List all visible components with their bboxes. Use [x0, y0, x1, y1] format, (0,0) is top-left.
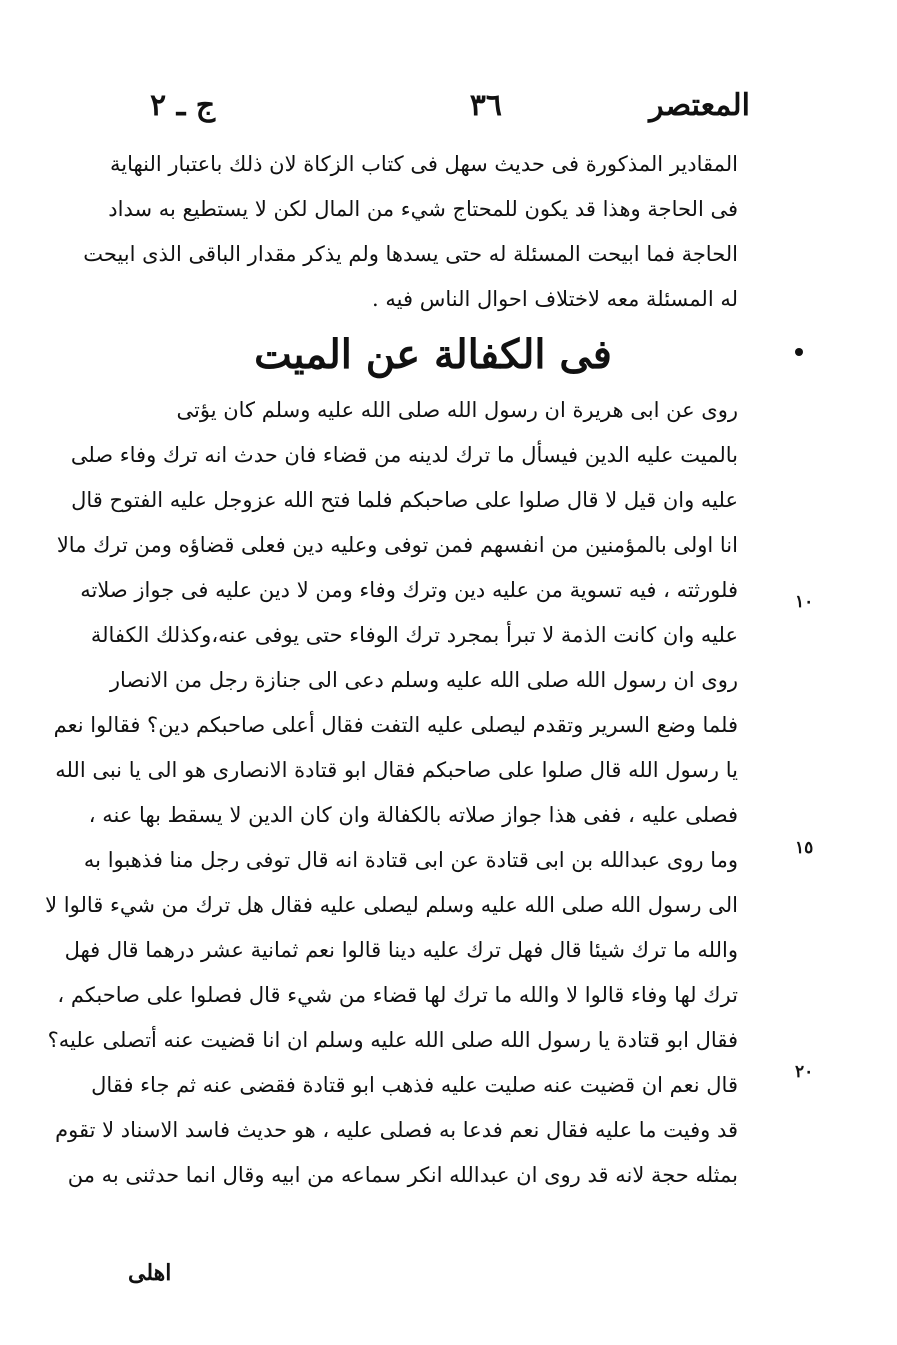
text-line: بمثله حجة لانه قد روى ان عبدالله انكر سماعه من ابيه وقال انما حدثنى به من — [67, 1163, 738, 1187]
text-line: عليه وان كانت الذمة لا تبرأ بمجرد ترك الوفاء حتى يوفى عنه،وكذلك الكفالة — [90, 623, 738, 647]
text-line: فلورثته ، فيه تسوية من عليه دين وترك وفاء ومن لا دين عليه فى جواز صلاته — [80, 578, 738, 602]
paragraph-intro — [83, 142, 738, 322]
text-line: والله ما ترك شيئا قال فهل ترك عليه دينا قالوا نعم ثمانية عشر درهما قال فهل — [64, 938, 738, 962]
margin-line-number: ١٥ — [795, 838, 814, 858]
section-title: فى الكفالة عن الميت — [254, 331, 612, 378]
section-bullet — [795, 348, 803, 356]
text-line: الحاجة فما ابيحت المسئلة له حتى يسدها ولم يذكر مقدار الباقى الذى ابيحت — [83, 242, 738, 266]
text-line: فى الحاجة وهذا قد يكون للمحتاج شيء من المال لكن لا يستطيع به سداد — [108, 197, 738, 221]
text-line: قد وفيت ما عليه فقال نعم فدعا به فصلى عليه ، هو حديث فاسد الاسناد لا تقوم — [55, 1118, 738, 1142]
page-header — [150, 88, 750, 138]
page-number: ٣٦ — [469, 88, 502, 123]
text-line: وما روى عبدالله بن ابى قتادة عن ابى قتادة انه قال توفى رجل منا فذهبوا به — [83, 848, 738, 872]
text-line: يا رسول الله قال صلوا على صاحبكم فقال ابو قتادة الانصارى هو الى يا نبى الله — [55, 758, 738, 782]
text-line: ترك لها وفاء قالوا لا والله ما ترك لها قضاء من شيء قال فصلوا على صاحبكم ، — [57, 983, 738, 1007]
text-line: روى عن ابى هريرة ان رسول الله صلى الله عليه وسلم كان يؤتى — [176, 398, 738, 422]
margin-line-number: ٢٠ — [795, 1062, 814, 1082]
text-line: له المسئلة معه لاختلاف احوال الناس فيه . — [372, 287, 738, 311]
volume-label: ج ـ ٢ — [150, 88, 216, 123]
text-line: بالميت عليه الدين فيسأل ما ترك لدينه من قضاء فان حدث انه ترك وفاء صلى — [70, 443, 738, 467]
book-title: المعتصر — [649, 88, 750, 123]
text-line: روى ان رسول الله صلى الله عليه وسلم دعى الى جنازة رجل من الانصار — [109, 668, 738, 692]
text-line: فلما وضع السرير وتقدم ليصلى عليه التفت فقال أعلى صاحبكم دين؟ فقالوا نعم — [53, 713, 738, 737]
text-line: انا اولى بالمؤمنين من انفسهم فمن توفى وعليه دين فعلى قضاؤه ومن ترك مالا — [56, 533, 738, 557]
catchword: اهلى — [128, 1260, 172, 1286]
text-line: الى رسول الله صلى الله عليه وسلم ليصلى عليه فقال هل ترك من شيء قالوا لا — [45, 893, 738, 917]
text-line: فصلى عليه ، ففى هذا جواز صلاته بالكفالة وان كان الدين لا يسقط بها عنه ، — [88, 803, 738, 827]
text-line: عليه وان قيل لا قال صلوا على صاحبكم فلما فتح الله عزوجل عليه الفتوح قال — [71, 488, 738, 512]
paragraph-main — [45, 388, 738, 1198]
text-line: فقال ابو قتادة يا رسول الله صلى الله عليه وسلم ان انا قضيت عنه أتصلى عليه؟ — [47, 1028, 738, 1052]
margin-line-number: ١٠ — [795, 592, 814, 612]
text-line: المقادير المذكورة فى حديث سهل فى كتاب الزكاة لان ذلك باعتبار النهاية — [109, 152, 738, 176]
text-line: قال نعم ان قضيت عنه صليت عليه فذهب ابو قتادة فقضى عنه ثم جاء فقال — [91, 1073, 738, 1097]
